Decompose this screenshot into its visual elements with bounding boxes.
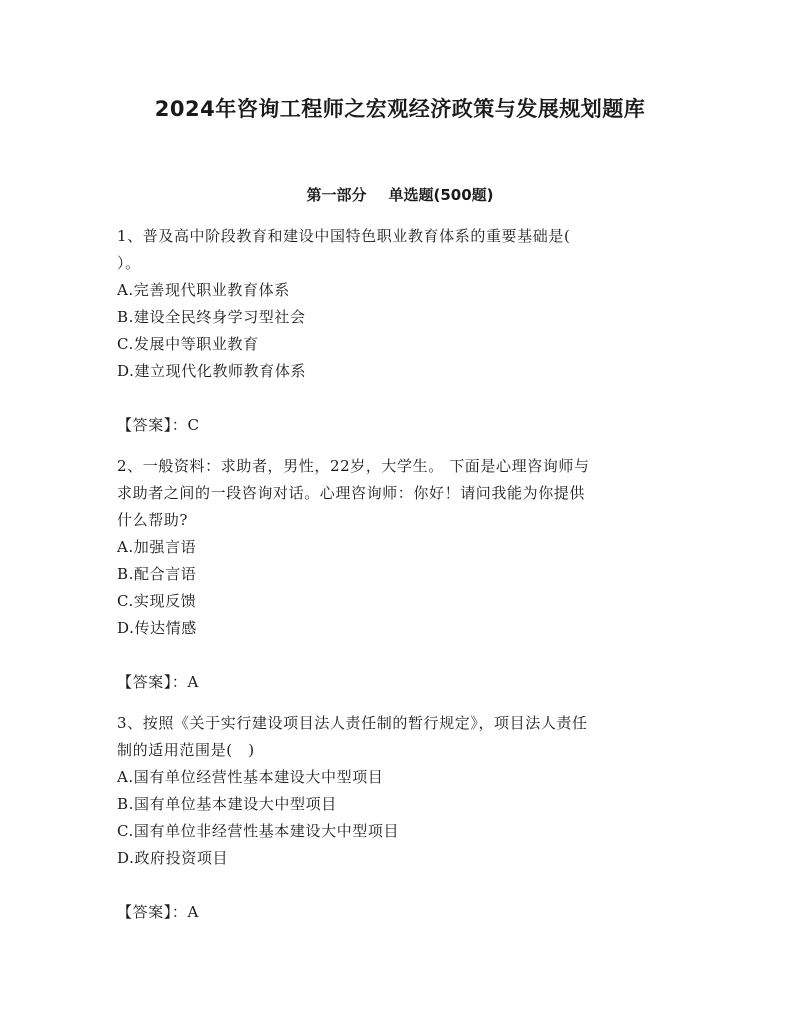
answer-value: A [187,903,199,921]
question-stem-line: 3、按照《关于实行建设项目法人责任制的暂行规定》，项目法人责任 [117,714,588,732]
option-b: B.配合言语 [117,565,197,583]
answer-label: 【答案】： [117,416,188,434]
question-stem-line: 什么帮助? [117,511,189,529]
option-c: C.实现反馈 [117,592,197,610]
question-stem-line: 制的适用范围是( ) [117,741,255,759]
answer-label: 【答案】： [117,673,188,691]
document-title: 2024年咨询工程师之宏观经济政策与发展规划题库 [154,97,646,121]
answer-label: 【答案】： [117,903,188,921]
question-stem-line: ）。 [117,254,141,272]
answer-line [117,669,683,696]
option-d: D.政府投资项目 [117,849,229,867]
question-3 [117,710,683,926]
option-b: B.国有单位基本建设大中型项目 [117,795,337,813]
option-a: A.完善现代职业教育体系 [117,281,290,299]
option-a: A.加强言语 [117,538,197,556]
section-type-label: 单选题(500题) [388,186,494,204]
answer-value: A [187,673,199,691]
question-1 [117,223,683,439]
answer-line [117,899,683,926]
answer-value: C [187,416,200,434]
option-a: A.国有单位经营性基本建设大中型项目 [117,768,384,786]
question-stem-line: 求助者之间的一段咨询对话。心理咨询师：你好！请问我能为你提供 [117,484,586,502]
option-b: B.建设全民终身学习型社会 [117,308,306,326]
question-list [117,223,683,940]
section-heading [0,184,800,205]
question-stem-line: 2、一般资料：求助者，男性，22岁，大学生。 下面是心理咨询师与 [117,457,590,475]
option-d: D.建立现代化教师教育体系 [117,362,307,380]
question-2 [117,453,683,696]
section-part-label: 第一部分 [306,186,367,204]
option-c: C.国有单位非经营性基本建设大中型项目 [117,822,400,840]
question-stem-line: 1、普及高中阶段教育和建设中国特色职业教育体系的重要基础是( [117,227,571,245]
answer-line [117,412,683,439]
option-d: D.传达情感 [117,619,197,637]
option-c: C.发展中等职业教育 [117,335,259,353]
